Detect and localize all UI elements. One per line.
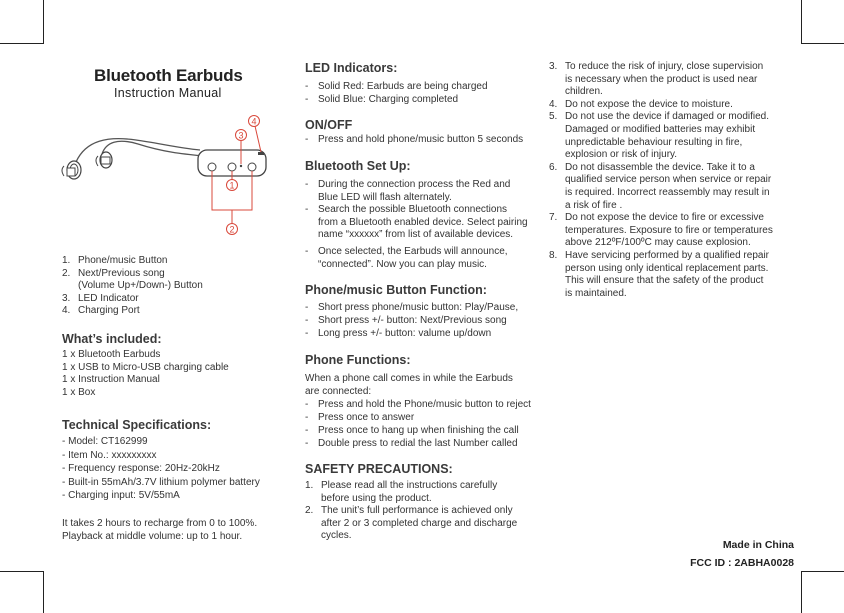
list-item: 5. Do not use the device if damaged or modified. Damaged or modified batteries may exhibit unpredictable behaviour resulting in fire, explosion or risk of injury. (549, 111, 770, 161)
crop-mark (801, 0, 802, 44)
list-item: 1 x Bluetooth Earbuds (62, 349, 161, 360)
list-item: - Charging input: 5V/55mA (62, 490, 180, 501)
svg-text:2: 2 (229, 224, 235, 235)
safety-heading: SAFETY PRECAUTIONS: (305, 462, 453, 476)
earbud-cable (76, 139, 200, 162)
list-item: - Short press +/- button: Next/Previous song (305, 315, 507, 326)
safety-list-part2 (549, 61, 799, 300)
list-item: 1 x Box (62, 386, 96, 398)
specs-list (62, 435, 292, 503)
crop-mark (801, 43, 844, 44)
list-item: 3. To reduce the risk of injury, close supervision is necessary when the product is used near children. (549, 61, 764, 98)
list-item: - Search the possible Bluetooth connections from a Bluetooth enabled device. Select pairing name “xxxxxx” from list of available devices. (305, 204, 528, 241)
list-item: - Once selected, the Earbuds will announce, “connected”. Now you can play music. (305, 245, 508, 270)
list-item: 4. Charging Port (62, 305, 140, 317)
onoff-heading: ON/OFF (305, 118, 353, 132)
list-item: - Solid Red: Earbuds are being charged (305, 81, 488, 92)
list-item: - Model: CT162999 (62, 436, 148, 447)
list-item: - Built-in 55mAh/3.7V lithium polymer battery (62, 476, 260, 488)
made-in-label: Made in China (722, 539, 794, 551)
led-heading: LED Indicators: (305, 61, 398, 75)
list-item: - Short press phone/music button: Play/Pause, (305, 302, 519, 313)
list-item: - Frequency response: 20Hz-20kHz (62, 463, 220, 474)
right-earbud-icon (96, 152, 112, 168)
callout-marker-2 (227, 224, 238, 235)
safety-list-part1 (305, 480, 550, 543)
button-phone-music-icon (228, 163, 236, 171)
list-item: 1 x USB to Micro-USB charging cable (62, 361, 229, 373)
svg-text:4: 4 (251, 116, 257, 127)
list-item: - Press once to answer (305, 412, 415, 423)
list-item: 7. Do not expose the device to fire or excessive temperatures. Exposure to fire or temperatures above 212ºF/100ºC may cause explosion. (549, 212, 773, 249)
page-subtitle: Instruction Manual (114, 86, 222, 100)
list-item: - Press and hold the Phone/music button to reject (305, 399, 531, 410)
fcc-id-label: FCC ID : 2ABHA0028 (690, 557, 794, 569)
charging-port-icon (258, 152, 264, 155)
crop-mark (43, 571, 44, 613)
page-title: Bluetooth Earbuds (94, 66, 243, 85)
list-item: 6. Do not disassemble the device. Take it to a qualified service person when service or repair is required. Incorrect reassembly may result in a risk of fire . (549, 161, 772, 211)
button-plus-icon (248, 163, 256, 171)
list-item: 2. Next/Previous song (Volume Up+/Down-) Button (62, 267, 203, 292)
list-item: - Long press +/- button: valume up/down (305, 328, 492, 339)
crop-mark (0, 43, 44, 44)
list-item: 1. Please read all the instructions carefully before using the product. (305, 480, 498, 504)
list-item: 3. LED Indicator (62, 292, 139, 304)
onoff-list (305, 134, 550, 147)
led-list (305, 80, 545, 106)
earbuds-diagram (58, 110, 278, 240)
list-item: 1 x Instruction Manual (62, 374, 160, 386)
included-list (62, 349, 282, 399)
specs-heading: Technical Specifications: (62, 418, 212, 432)
led-indicator-icon (240, 165, 242, 167)
list-item: - Solid Blue: Charging completed (305, 94, 459, 105)
list-item: - Item No.: xxxxxxxxx (62, 449, 157, 461)
list-item: - Press and hold phone/music button 5 seconds (305, 134, 524, 145)
list-item: 2. The unit’s full performance is achieved only after 2 or 3 completed charge and discharge cycles. (305, 505, 518, 542)
callout-marker-1 (227, 180, 238, 191)
crop-mark (43, 0, 44, 44)
phone-heading: Phone Functions: (305, 353, 411, 367)
bt-heading: Bluetooth Set Up: (305, 159, 411, 173)
list-item: - Double press to redial the last Number called (305, 438, 518, 449)
list-item: 8. Have servicing performed by a qualified repair person using only identical replacement parts. This will ensure that the safety of the product is maintained. (549, 249, 769, 299)
svg-text:1: 1 (229, 180, 235, 191)
crop-mark (0, 571, 44, 572)
list-item: 4. Do not expose the device to moisture. (549, 98, 733, 110)
crop-mark (801, 571, 844, 572)
left-earbud-icon (62, 161, 81, 179)
callout-marker-4 (249, 116, 260, 127)
phone-list (305, 398, 550, 450)
button-minus-icon (208, 163, 216, 171)
charging-note: It takes 2 hours to recharge from 0 to 100%. Playback at middle volume: up to 1 hour. (62, 518, 258, 542)
svg-text:3: 3 (238, 130, 244, 141)
list-item: - During the connection process the Red and Blue LED will flash alternately. (305, 179, 511, 203)
parts-list (62, 255, 282, 318)
callout-marker-3 (236, 130, 247, 141)
included-heading: What’s included: (62, 332, 162, 346)
list-item: - Press once to hang up when finishing the call (305, 425, 519, 436)
button-function-heading: Phone/music Button Function: (305, 283, 487, 297)
bt-list (305, 179, 550, 271)
list-item: 1. Phone/music Button (62, 255, 168, 266)
crop-mark (801, 571, 802, 613)
button-function-list (305, 301, 550, 340)
phone-intro: When a phone call comes in while the Earbuds are connected: (305, 373, 513, 397)
